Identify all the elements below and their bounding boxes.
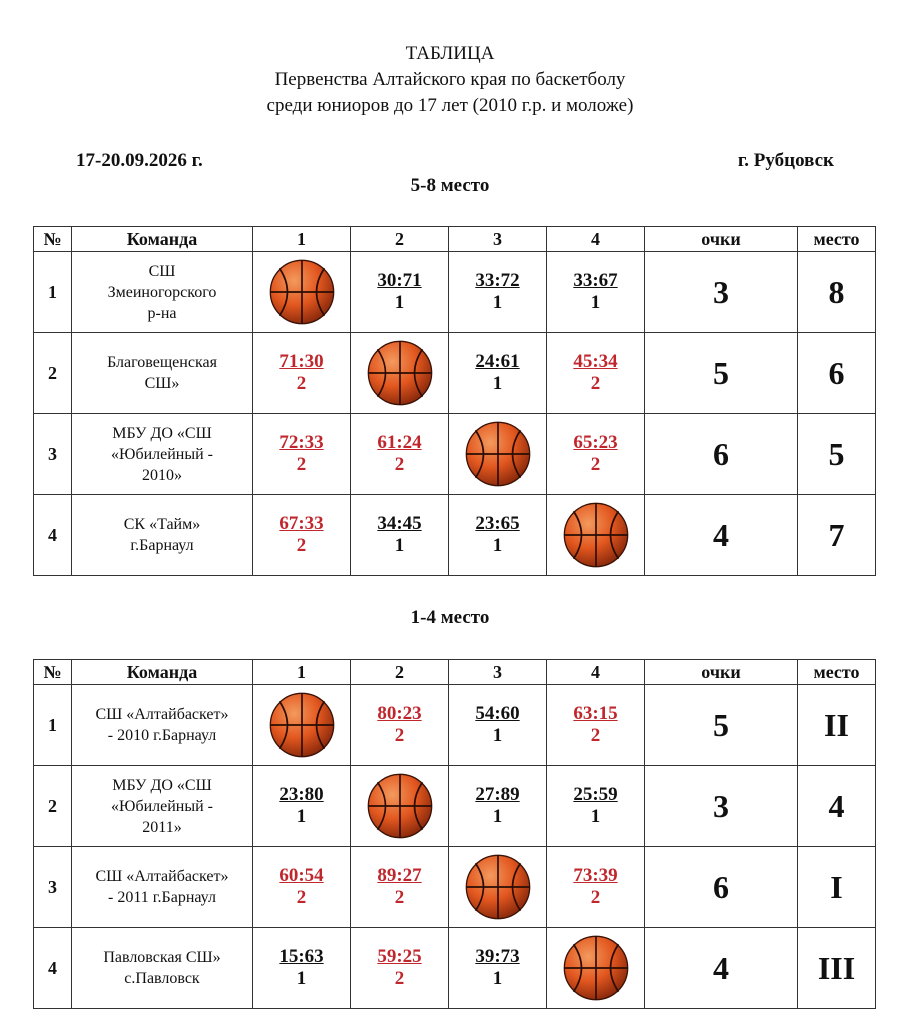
match-result — [253, 847, 351, 928]
match-score: 24:61 — [475, 351, 520, 372]
team-name-line: р-на — [147, 304, 177, 322]
match-result — [547, 847, 645, 928]
column-header-team: Команда — [72, 227, 253, 252]
team-name — [72, 928, 253, 1009]
team-name-line: 2010» — [142, 466, 182, 484]
row-number: 4 — [34, 495, 72, 576]
match-score: 80:23 — [377, 703, 422, 724]
match-score: 63:15 — [573, 703, 618, 724]
section-title: 1-4 место — [410, 607, 490, 628]
basketball-icon — [269, 259, 335, 325]
team-name-line: СК «Тайм» — [123, 516, 201, 533]
match-result — [351, 252, 449, 333]
basketball-icon — [269, 692, 335, 758]
final-place: I — [798, 847, 876, 928]
basketball-icon — [563, 935, 629, 1001]
team-name-line: - 2010 г.Барнаул — [107, 727, 217, 744]
team-name — [72, 847, 253, 928]
match-score: 67:33 — [279, 513, 324, 534]
match-points: 2 — [590, 373, 601, 394]
basketball-icon — [465, 421, 531, 487]
match-points: 2 — [296, 373, 307, 394]
doc-subtitle-1: Первенства Алтайского края по баскетболу — [274, 69, 626, 90]
total-points: 4 — [645, 928, 798, 1009]
team-name-line: МБУ ДО «СШ — [112, 776, 212, 794]
team-name-line: с.Павловск — [124, 970, 200, 987]
standings-table — [33, 226, 876, 576]
match-score: 59:25 — [377, 946, 422, 967]
self-match-cell — [253, 685, 351, 766]
match-result — [547, 766, 645, 847]
column-header-c1: 1 — [253, 660, 351, 685]
team-name-line: СШ «Алтайбаскет» — [95, 706, 229, 723]
final-place: 8 — [798, 252, 876, 333]
self-match-cell — [253, 252, 351, 333]
total-points: 4 — [645, 495, 798, 576]
match-points: 2 — [296, 535, 307, 556]
match-points: 1 — [296, 968, 307, 989]
column-header-c3: 3 — [449, 227, 547, 252]
match-score: 72:33 — [279, 432, 324, 453]
match-result — [351, 928, 449, 1009]
match-result — [351, 414, 449, 495]
row-number: 3 — [34, 414, 72, 495]
team-name — [72, 495, 253, 576]
basketball-icon — [465, 854, 531, 920]
match-points: 1 — [492, 968, 503, 989]
match-score: 23:80 — [279, 784, 324, 805]
basketball-icon — [563, 502, 629, 568]
column-header-c2: 2 — [351, 227, 449, 252]
match-result — [351, 847, 449, 928]
match-score: 89:27 — [377, 865, 422, 886]
standings-table — [33, 659, 876, 1009]
match-score: 33:67 — [573, 270, 618, 291]
column-header-c1: 1 — [253, 227, 351, 252]
self-match-cell — [351, 766, 449, 847]
column-header-c4: 4 — [547, 660, 645, 685]
match-points: 1 — [492, 535, 503, 556]
team-name-line: «Юбилейный - — [111, 797, 213, 815]
column-header-points: очки — [645, 660, 798, 685]
total-points: 6 — [645, 414, 798, 495]
match-result — [253, 495, 351, 576]
team-name-line: 2011» — [142, 818, 182, 836]
match-points: 1 — [492, 373, 503, 394]
section-title: 5-8 место — [410, 175, 490, 196]
match-result — [547, 333, 645, 414]
total-points: 3 — [645, 252, 798, 333]
team-name — [72, 414, 253, 495]
row-number: 4 — [34, 928, 72, 1009]
match-points: 1 — [492, 725, 503, 746]
table-row — [34, 928, 876, 1009]
column-header-num: № — [34, 227, 72, 252]
table-row — [34, 252, 876, 333]
match-result — [253, 414, 351, 495]
match-score: 65:23 — [573, 432, 618, 453]
match-points: 2 — [590, 725, 601, 746]
match-points: 2 — [590, 454, 601, 475]
match-result — [449, 685, 547, 766]
final-place: III — [798, 928, 876, 1009]
table-row — [34, 414, 876, 495]
table-row — [34, 495, 876, 576]
team-name — [72, 333, 253, 414]
match-result — [449, 495, 547, 576]
event-city: г. Рубцовск — [737, 150, 834, 171]
final-place: II — [798, 685, 876, 766]
match-result — [547, 414, 645, 495]
column-header-num: № — [34, 660, 72, 685]
final-place: 4 — [798, 766, 876, 847]
team-name-line: Благовещенская — [107, 354, 217, 371]
match-score: 34:45 — [377, 513, 422, 534]
match-score: 45:34 — [573, 351, 618, 372]
match-points: 1 — [492, 292, 503, 313]
match-points: 2 — [296, 887, 307, 908]
match-points: 1 — [296, 806, 307, 827]
match-result — [449, 333, 547, 414]
match-result — [253, 333, 351, 414]
team-name-line: СШ «Алтайбаскет» — [95, 868, 229, 885]
match-result — [351, 685, 449, 766]
team-name-line: МБУ ДО «СШ — [112, 424, 212, 442]
table-row — [34, 766, 876, 847]
team-name-line: Павловская СШ» — [103, 949, 221, 966]
total-points: 3 — [645, 766, 798, 847]
column-header-c2: 2 — [351, 660, 449, 685]
row-number: 2 — [34, 766, 72, 847]
column-header-place: место — [798, 660, 876, 685]
event-date: 17-20.09.2026 г. — [76, 150, 203, 171]
match-points: 2 — [394, 454, 405, 475]
column-header-c4: 4 — [547, 227, 645, 252]
team-name — [72, 766, 253, 847]
match-result — [253, 766, 351, 847]
match-score: 15:63 — [279, 946, 324, 967]
match-score: 39:73 — [475, 946, 520, 967]
total-points: 5 — [645, 685, 798, 766]
doc-subtitle-2: среди юниоров до 17 лет (2010 г.р. и моложе) — [266, 95, 634, 116]
total-points: 5 — [645, 333, 798, 414]
team-name — [72, 252, 253, 333]
doc-title: ТАБЛИЦА — [405, 43, 495, 64]
match-score: 71:30 — [279, 351, 324, 372]
basketball-icon — [367, 340, 433, 406]
team-name — [72, 685, 253, 766]
team-name-line: СШ» — [144, 375, 180, 392]
match-result — [449, 766, 547, 847]
match-points: 1 — [394, 292, 405, 313]
basketball-icon — [367, 773, 433, 839]
match-points: 1 — [590, 292, 601, 313]
match-score: 73:39 — [573, 865, 618, 886]
match-result — [547, 252, 645, 333]
column-header-c3: 3 — [449, 660, 547, 685]
final-place: 6 — [798, 333, 876, 414]
match-points: 2 — [394, 725, 405, 746]
table-row — [34, 333, 876, 414]
column-header-team: Команда — [72, 660, 253, 685]
table-row — [34, 847, 876, 928]
match-points: 2 — [296, 454, 307, 475]
team-name-line: - 2011 г.Барнаул — [108, 889, 216, 906]
team-name-line: «Юбилейный - — [111, 445, 213, 463]
match-result — [351, 495, 449, 576]
final-place: 5 — [798, 414, 876, 495]
match-score: 33:72 — [475, 270, 520, 291]
match-points: 1 — [394, 535, 405, 556]
match-result — [547, 685, 645, 766]
team-name-line: СШ — [148, 262, 176, 280]
self-match-cell — [351, 333, 449, 414]
final-place: 7 — [798, 495, 876, 576]
self-match-cell — [547, 495, 645, 576]
total-points: 6 — [645, 847, 798, 928]
match-score: 23:65 — [475, 513, 520, 534]
table-row — [34, 685, 876, 766]
match-score: 25:59 — [573, 784, 618, 805]
match-score: 61:24 — [377, 432, 422, 453]
row-number: 2 — [34, 333, 72, 414]
match-result — [449, 252, 547, 333]
team-name-line: г.Барнаул — [130, 537, 194, 554]
match-result — [449, 928, 547, 1009]
match-points: 1 — [590, 806, 601, 827]
row-number: 3 — [34, 847, 72, 928]
self-match-cell — [449, 414, 547, 495]
match-score: 60:54 — [279, 865, 324, 886]
self-match-cell — [449, 847, 547, 928]
row-number: 1 — [34, 685, 72, 766]
match-points: 2 — [394, 968, 405, 989]
match-points: 2 — [590, 887, 601, 908]
match-result — [253, 928, 351, 1009]
match-score: 30:71 — [377, 270, 422, 291]
team-name-line: Змеиногорского — [107, 283, 217, 301]
column-header-points: очки — [645, 227, 798, 252]
match-points: 2 — [394, 887, 405, 908]
self-match-cell — [547, 928, 645, 1009]
match-points: 1 — [492, 806, 503, 827]
match-score: 54:60 — [475, 703, 520, 724]
column-header-place: место — [798, 227, 876, 252]
match-score: 27:89 — [475, 784, 520, 805]
row-number: 1 — [34, 252, 72, 333]
